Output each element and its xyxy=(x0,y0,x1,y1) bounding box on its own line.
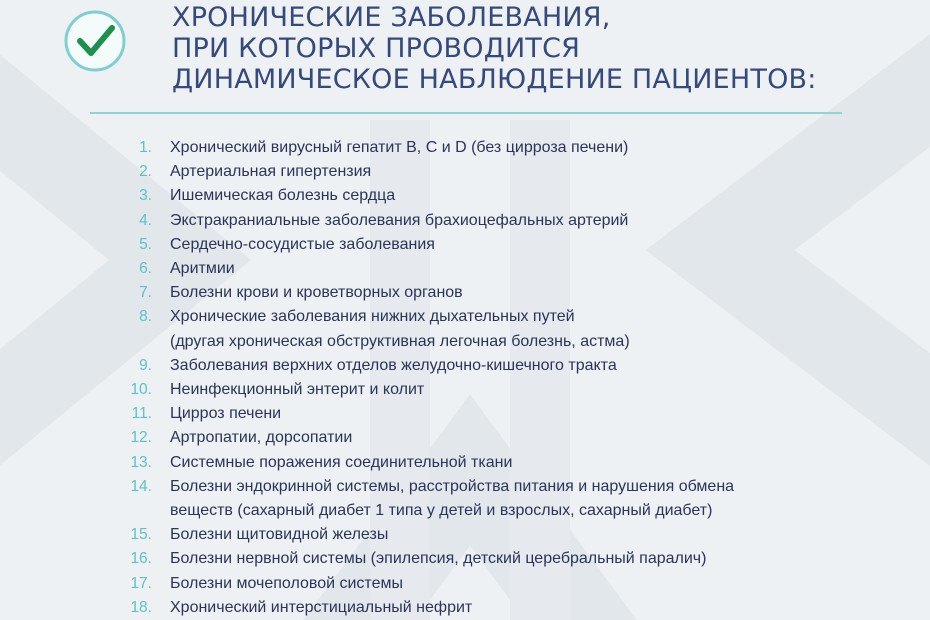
list-item-line: Болезни мочеполовой системы xyxy=(170,574,403,592)
checkmark-circle-icon xyxy=(62,8,128,74)
list-item-line: Артериальная гипертензия xyxy=(170,163,372,181)
list-item-number: 9. xyxy=(139,356,152,374)
list-item-number: 16. xyxy=(130,550,152,568)
list-item-text xyxy=(170,572,403,596)
list-item-line: (другая хроническая обструктивная легочная болезнь, астма) xyxy=(170,332,630,350)
list-item-line: Сердечно-сосудистые заболевания xyxy=(170,235,435,253)
list-item-number: 4. xyxy=(139,211,152,229)
list-item xyxy=(118,378,918,402)
list-item-number: 1. xyxy=(139,139,152,156)
list-item-text xyxy=(170,305,630,353)
list-item-number: 3. xyxy=(139,187,152,205)
list-item-line: Хронические заболевания нижних дыхательных путей xyxy=(170,308,575,326)
list-item xyxy=(118,426,918,450)
list-item-text xyxy=(170,233,435,257)
list-item-text xyxy=(170,523,388,547)
list-item-text xyxy=(170,402,281,426)
list-item xyxy=(118,451,918,475)
list-item xyxy=(118,596,918,620)
list-item xyxy=(118,354,918,378)
list-item xyxy=(118,209,918,233)
list-item-text xyxy=(170,136,628,160)
list-item-line: Цирроз печени xyxy=(170,405,282,423)
title-line-3: ДИНАМИЧЕСКОЕ НАБЛЮДЕНИЕ ПАЦИЕНТОВ: xyxy=(172,64,817,95)
list-item-number: 8. xyxy=(139,308,152,326)
list-item xyxy=(118,160,918,184)
title-line-1: ХРОНИЧЕСКИЕ ЗАБОЛЕВАНИЯ, xyxy=(172,2,611,33)
list-item-number: 10. xyxy=(130,381,152,399)
list-item-number: 14. xyxy=(130,477,152,495)
list-item xyxy=(118,184,918,208)
list-item xyxy=(118,305,918,353)
list-item-text xyxy=(170,281,463,305)
list-item-number: 17. xyxy=(130,574,152,592)
list-item-line: Ишемическая болезнь сердца xyxy=(170,187,396,205)
list-item-number: 7. xyxy=(139,284,152,302)
list-item-text xyxy=(170,547,706,571)
list-item-number: 12. xyxy=(130,429,152,447)
list-item-text xyxy=(170,160,371,184)
list-item-number: 11. xyxy=(131,405,152,423)
list-item-number: 18. xyxy=(130,598,152,616)
list-item-line: Болезни щитовидной железы xyxy=(170,526,389,544)
list-item-line: Болезни нервной системы (эпилепсия, детский церебральный паралич) xyxy=(170,550,707,568)
list-item-text xyxy=(170,451,512,475)
list-item-line: Аритмии xyxy=(170,260,235,278)
list-item-line: Хронический вирусный гепатит B, C и D (без цирроза печени) xyxy=(170,139,629,156)
list-item xyxy=(118,402,918,426)
list-item-line: Болезни эндокринной системы, расстройства питания и нарушения обмена xyxy=(170,477,735,495)
list-item-text xyxy=(170,596,472,620)
list-item-line: Заболевания верхних отделов желудочно-кишечного тракта xyxy=(170,356,617,374)
list-item-line: Системные поражения соединительной ткани xyxy=(170,453,513,471)
list-item xyxy=(118,572,918,596)
list-item-line: веществ (сахарный диабет 1 типа у детей и взрослых, сахарный диабет) xyxy=(170,502,713,520)
list-item-line: Артропатии, дорсопатии xyxy=(170,429,353,447)
list-item xyxy=(118,523,918,547)
list-item-line: Неинфекционный энтерит и колит xyxy=(170,381,425,399)
title-divider xyxy=(90,112,842,114)
list-item-number: 5. xyxy=(139,235,152,253)
list-item-text xyxy=(170,354,617,378)
list-item-number: 15. xyxy=(130,526,152,544)
list-item-number: 2. xyxy=(139,163,152,181)
list-item xyxy=(118,281,918,305)
list-item-line: Экстракраниальные заболевания брахиоцефальных артерий xyxy=(170,211,629,229)
list-item xyxy=(118,475,918,523)
list-item-line: Болезни крови и кроветворных органов xyxy=(170,284,463,302)
list-item xyxy=(118,136,918,160)
list-item xyxy=(118,547,918,571)
list-item-text xyxy=(170,257,235,281)
list-item xyxy=(118,233,918,257)
list-item-text xyxy=(170,475,734,523)
list-item-text xyxy=(170,184,395,208)
list-item-text xyxy=(170,426,352,450)
list-item-text xyxy=(170,209,628,233)
page-title xyxy=(172,2,912,95)
list-item-number: 6. xyxy=(139,260,152,278)
title-line-2: ПРИ КОТОРЫХ ПРОВОДИТСЯ xyxy=(172,33,581,64)
disease-list xyxy=(118,136,918,620)
list-item xyxy=(118,257,918,281)
list-item-text xyxy=(170,378,424,402)
list-item-number: 13. xyxy=(130,453,152,471)
list-item-line: Хронический интерстициальный нефрит xyxy=(170,598,473,616)
